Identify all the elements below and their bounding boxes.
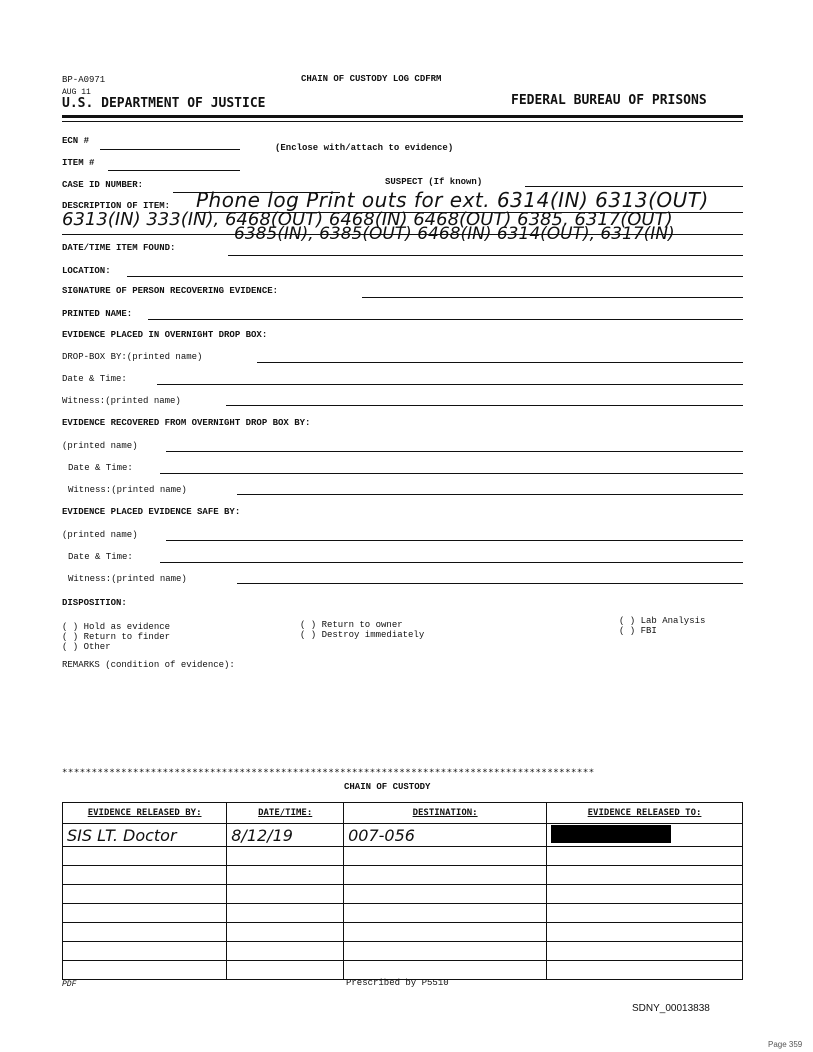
form-date: AUG 11 — [62, 88, 91, 97]
custody-heading: CHAIN OF CUSTODY — [344, 782, 431, 792]
table-row — [63, 923, 743, 942]
disposition-heading: DISPOSITION: — [62, 598, 127, 608]
empty-cell[interactable] — [63, 904, 227, 923]
option-return-finder[interactable]: ( ) Return to finder — [62, 632, 171, 642]
placed-dropbox-heading: EVIDENCE PLACED IN OVERNIGHT DROP BOX: — [62, 330, 268, 340]
safe-date-label: Date & Time: — [68, 552, 133, 562]
empty-cell[interactable] — [547, 961, 743, 980]
empty-cell[interactable] — [227, 942, 344, 961]
empty-cell[interactable] — [344, 923, 547, 942]
option-return-owner[interactable]: ( ) Return to owner — [300, 620, 403, 630]
date-found-label: DATE/TIME ITEM FOUND: — [62, 243, 176, 253]
empty-cell[interactable] — [227, 885, 344, 904]
empty-cell[interactable] — [227, 847, 344, 866]
empty-cell[interactable] — [227, 866, 344, 885]
recovered-name-line[interactable] — [166, 451, 743, 452]
placed-safe-heading: EVIDENCE PLACED EVIDENCE SAFE BY: — [62, 507, 241, 517]
date-found-line[interactable] — [228, 255, 743, 256]
pdf-mark: PDF — [62, 980, 77, 989]
empty-cell[interactable] — [344, 942, 547, 961]
description-line-3: 6385(IN), 6385(OUT) 6468(IN) 6314(OUT), 6317(IN) — [234, 224, 675, 244]
recovered-witness-line[interactable] — [237, 494, 743, 495]
safe-witness-label: Witness:(printed name) — [68, 574, 187, 584]
form-title: CHAIN OF CUSTODY LOG CDFRM — [301, 74, 442, 84]
empty-cell[interactable] — [63, 847, 227, 866]
col-date-time: DATE/TIME: — [227, 803, 344, 824]
cell-released-to[interactable] — [547, 824, 743, 847]
cell-date-time[interactable]: 8/12/19 — [227, 824, 344, 847]
description-line-1: Phone log Print outs for ext. 6314(IN) 6313(OUT) — [196, 188, 709, 212]
table-row — [63, 961, 743, 980]
item-label: ITEM # — [62, 158, 95, 168]
empty-cell[interactable] — [547, 866, 743, 885]
department-name: U.S. DEPARTMENT OF JUSTICE — [62, 96, 266, 111]
signature-label: SIGNATURE OF PERSON RECOVERING EVIDENCE: — [62, 286, 279, 296]
header-rule — [62, 115, 743, 118]
dropbox-date-label: Date & Time: — [62, 374, 127, 384]
option-fbi[interactable]: ( ) FBI — [619, 626, 657, 636]
option-other[interactable]: ( ) Other — [62, 642, 111, 652]
empty-cell[interactable] — [547, 923, 743, 942]
printed-name-label: PRINTED NAME: — [62, 309, 133, 319]
empty-cell[interactable] — [227, 904, 344, 923]
redaction-block — [551, 825, 671, 843]
custody-header-row — [63, 803, 743, 824]
form-code: BP-A0971 — [62, 75, 106, 85]
table-row — [63, 885, 743, 904]
safe-witness-line[interactable] — [237, 583, 743, 584]
col-released-by: EVIDENCE RELEASED BY: — [63, 803, 227, 824]
option-hold-evidence[interactable]: ( ) Hold as evidence — [62, 622, 171, 632]
empty-cell[interactable] — [63, 923, 227, 942]
table-row — [63, 847, 743, 866]
description-label: DESCRIPTION OF ITEM: — [62, 201, 171, 211]
empty-cell[interactable] — [547, 942, 743, 961]
prescribed-note: Prescribed by P5510 — [346, 978, 449, 988]
empty-cell[interactable] — [227, 923, 344, 942]
recovered-date-label: Date & Time: — [68, 463, 133, 473]
recovered-name-label: (printed name) — [62, 441, 138, 451]
dropbox-by-line[interactable] — [257, 362, 743, 363]
suspect-label: SUSPECT (If known) — [385, 177, 483, 187]
dropbox-witness-label: Witness:(printed name) — [62, 396, 181, 406]
empty-cell[interactable] — [547, 847, 743, 866]
recovered-date-line[interactable] — [160, 473, 743, 474]
empty-cell[interactable] — [547, 885, 743, 904]
option-lab-analysis[interactable]: ( ) Lab Analysis — [619, 616, 706, 626]
enclose-note: (Enclose with/attach to evidence) — [275, 143, 454, 153]
header-rule-thin — [62, 121, 743, 122]
page-number: Page 359 — [768, 1040, 803, 1049]
table-row — [63, 942, 743, 961]
recovered-dropbox-heading: EVIDENCE RECOVERED FROM OVERNIGHT DROP BOX BY: — [62, 418, 311, 428]
empty-cell[interactable] — [344, 847, 547, 866]
remarks-label: REMARKS (condition of evidence): — [62, 660, 235, 670]
description-line-2: 6313(IN) 333(IN), 6468(OUT) 6468(IN) 6468(OUT) 6385, 6317(OUT) — [62, 209, 673, 230]
dropbox-by-label: DROP-BOX BY:(printed name) — [62, 352, 203, 362]
option-destroy[interactable]: ( ) Destroy immediately — [300, 630, 425, 640]
empty-cell[interactable] — [63, 866, 227, 885]
dropbox-witness-line[interactable] — [226, 405, 743, 406]
empty-cell[interactable] — [63, 885, 227, 904]
table-row — [63, 824, 743, 847]
empty-cell[interactable] — [63, 961, 227, 980]
dropbox-date-line[interactable] — [157, 384, 743, 385]
item-line[interactable] — [108, 170, 240, 171]
safe-name-label: (printed name) — [62, 530, 138, 540]
recovered-witness-label: Witness:(printed name) — [68, 485, 187, 495]
case-id-label: CASE ID NUMBER: — [62, 180, 144, 190]
printed-name-line[interactable] — [148, 319, 743, 320]
safe-date-line[interactable] — [160, 562, 743, 563]
safe-name-line[interactable] — [166, 540, 743, 541]
cell-released-by[interactable]: SIS LT. Doctor — [63, 824, 227, 847]
empty-cell[interactable] — [63, 942, 227, 961]
empty-cell[interactable] — [344, 885, 547, 904]
table-row — [63, 904, 743, 923]
ecn-line[interactable] — [100, 149, 240, 150]
signature-line[interactable] — [362, 297, 743, 298]
cell-destination[interactable]: 007-056 — [344, 824, 547, 847]
empty-cell[interactable] — [344, 866, 547, 885]
empty-cell[interactable] — [344, 904, 547, 923]
empty-cell[interactable] — [227, 961, 344, 980]
ecn-label: ECN # — [62, 136, 90, 146]
suspect-line[interactable] — [525, 186, 743, 187]
bates-number: SDNY_00013838 — [632, 1003, 710, 1014]
empty-cell[interactable] — [344, 961, 547, 980]
table-row — [63, 866, 743, 885]
asterisk-separator: ****************************************************************************************** — [62, 768, 595, 778]
location-line[interactable] — [127, 276, 743, 277]
location-label: LOCATION: — [62, 266, 111, 276]
bureau-name: FEDERAL BUREAU OF PRISONS — [511, 93, 707, 108]
empty-cell[interactable] — [547, 904, 743, 923]
custody-table — [62, 802, 743, 980]
col-destination: DESTINATION: — [344, 803, 547, 824]
col-released-to: EVIDENCE RELEASED TO: — [547, 803, 743, 824]
